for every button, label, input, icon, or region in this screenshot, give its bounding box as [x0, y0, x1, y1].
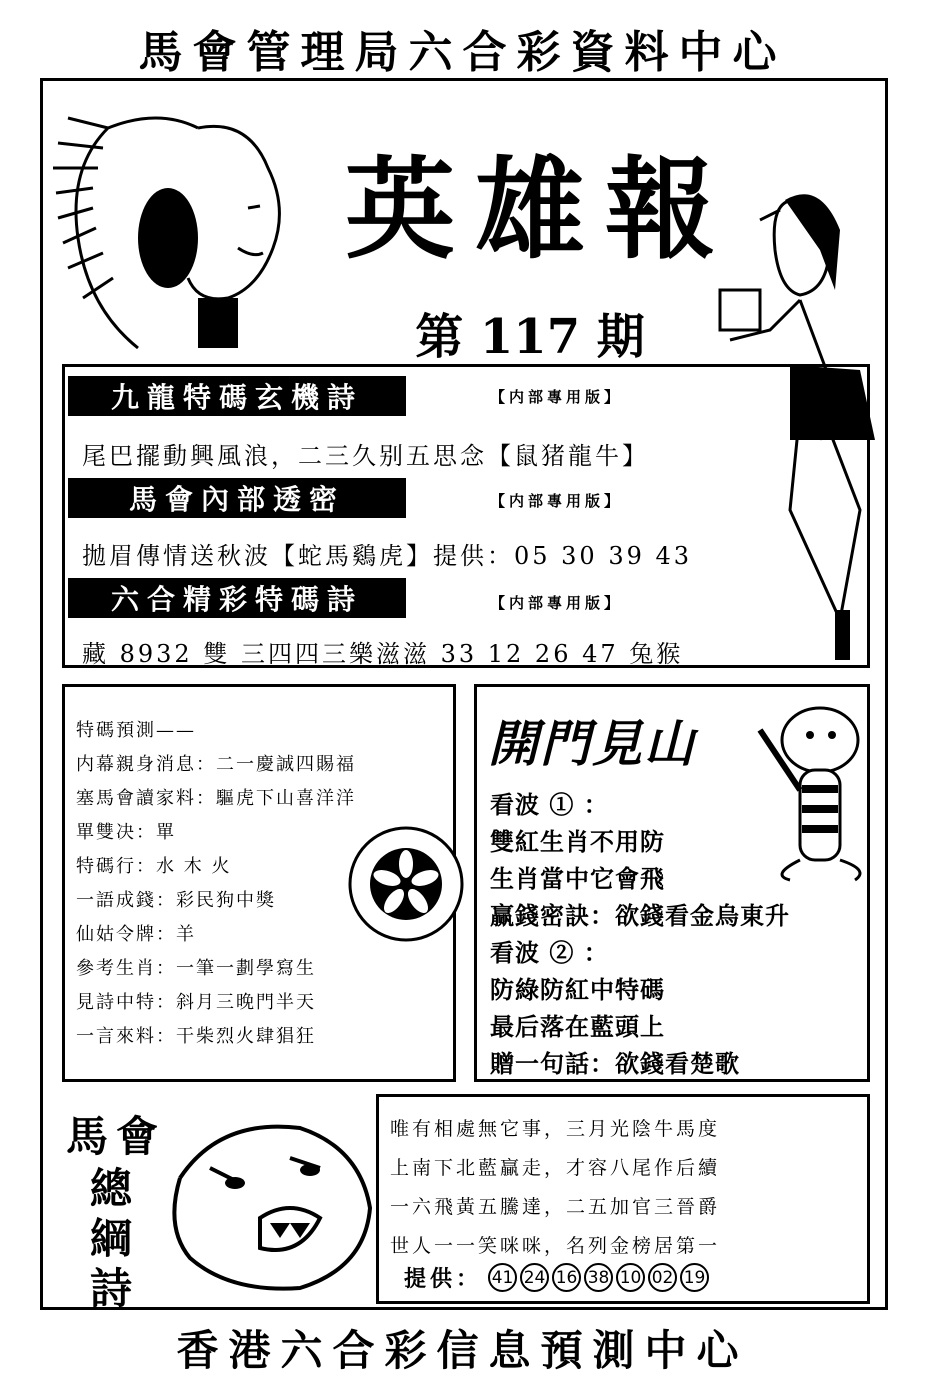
right-line: 贈一句話：欲錢看楚歌 — [490, 1049, 740, 1078]
poem-line: 世人一一笑咪咪，名列金榜居第一 — [390, 1235, 721, 1257]
section2-line: 拋眉傳情送秋波【蛇馬鷄虎】提供：05 30 39 43 — [82, 542, 693, 570]
list-item: 仙姑令牌：羊 — [76, 924, 196, 945]
number-ball: 24 — [520, 1263, 549, 1292]
poem-line: 一六飛黃五騰達，二五加官三晉爵 — [390, 1196, 721, 1218]
list-item: 特碼預測—— — [76, 720, 196, 741]
bottom-label-2: 會 — [116, 1112, 159, 1161]
section2-tag: 【内部專用版】 — [490, 492, 624, 510]
section3-tag: 【内部專用版】 — [490, 594, 624, 612]
list-item: 單雙决：單 — [76, 822, 176, 843]
section1-tag: 【内部專用版】 — [490, 388, 624, 406]
issue-number: 第 117 期 — [415, 309, 645, 365]
right-line: 看波 ① ： — [490, 790, 609, 819]
section2-title: 馬會內部透密 — [68, 478, 406, 518]
tiger-head-illustration — [150, 1108, 380, 1298]
chief-illustration — [48, 88, 298, 363]
section3-title: 六合精彩特碼詩 — [68, 578, 406, 618]
number-ball: 41 — [488, 1263, 517, 1292]
list-item: 一語成錢：彩民狗中獎 — [76, 890, 276, 911]
bottom-label-5: 詩 — [90, 1264, 133, 1313]
right-line: 最后落在藍頭上 — [490, 1012, 665, 1041]
number-ball: 02 — [648, 1263, 677, 1292]
bottom-label-3: 總 — [90, 1164, 133, 1213]
section1-title: 九龍特碼玄機詩 — [68, 376, 406, 416]
prediction-list — [76, 714, 356, 1054]
number-ball: 19 — [680, 1263, 709, 1292]
right-line: 生肖當中它會飛 — [490, 864, 665, 893]
list-item: 見詩中特：斜月三晚門半天 — [76, 992, 316, 1013]
right-line: 防綠防紅中特碼 — [490, 975, 665, 1004]
right-line: 雙紅生肖不用防 — [490, 827, 665, 856]
poem-line: 上南下北藍贏走，才容八尾作后續 — [390, 1157, 721, 1179]
list-item: 參考生肖：一筆一劃學寫生 — [76, 958, 316, 979]
bottom-label-1: 馬 — [66, 1112, 109, 1161]
top-header: 馬會管理局六合彩資料中心 — [138, 27, 787, 78]
list-item: 一言來料：干柴烈火肆猖狂 — [76, 1026, 316, 1047]
right-box-lines — [490, 786, 790, 1082]
bottom-poem — [390, 1110, 720, 1266]
number-ball: 38 — [584, 1263, 613, 1292]
right-box-title: 開門見山 — [488, 714, 696, 773]
provide-row — [404, 1262, 712, 1293]
newspaper-title: 英雄報 — [345, 145, 735, 274]
number-ball: 16 — [552, 1263, 581, 1292]
list-item: 特碼行：水 木 火 — [76, 856, 232, 877]
right-line: 赢錢密訣：欲錢看金烏東升 — [490, 901, 790, 930]
provide-label: 提供： — [404, 1266, 483, 1292]
section3-line: 藏 8932 雙 三四四三樂滋滋 33 12 26 47 兔猴 — [82, 640, 684, 668]
list-item: 塞馬會讀家料：驅虎下山喜洋洋 — [76, 788, 356, 809]
seal-emblem — [346, 824, 466, 944]
list-item: 内幕親身消息：二一慶誠四賜福 — [76, 754, 356, 775]
right-line: 看波 ② ： — [490, 938, 609, 967]
section1-line: 尾巴擺動興風浪，二三久别五思念【鼠猪龍牛】 — [82, 442, 649, 470]
bottom-footer: 香港六合彩信息預測中心 — [176, 1326, 749, 1375]
bottom-label-4: 綱 — [90, 1214, 133, 1263]
poem-line: 唯有相處無它事，三月光陰牛馬度 — [390, 1118, 721, 1140]
number-ball: 10 — [616, 1263, 645, 1292]
